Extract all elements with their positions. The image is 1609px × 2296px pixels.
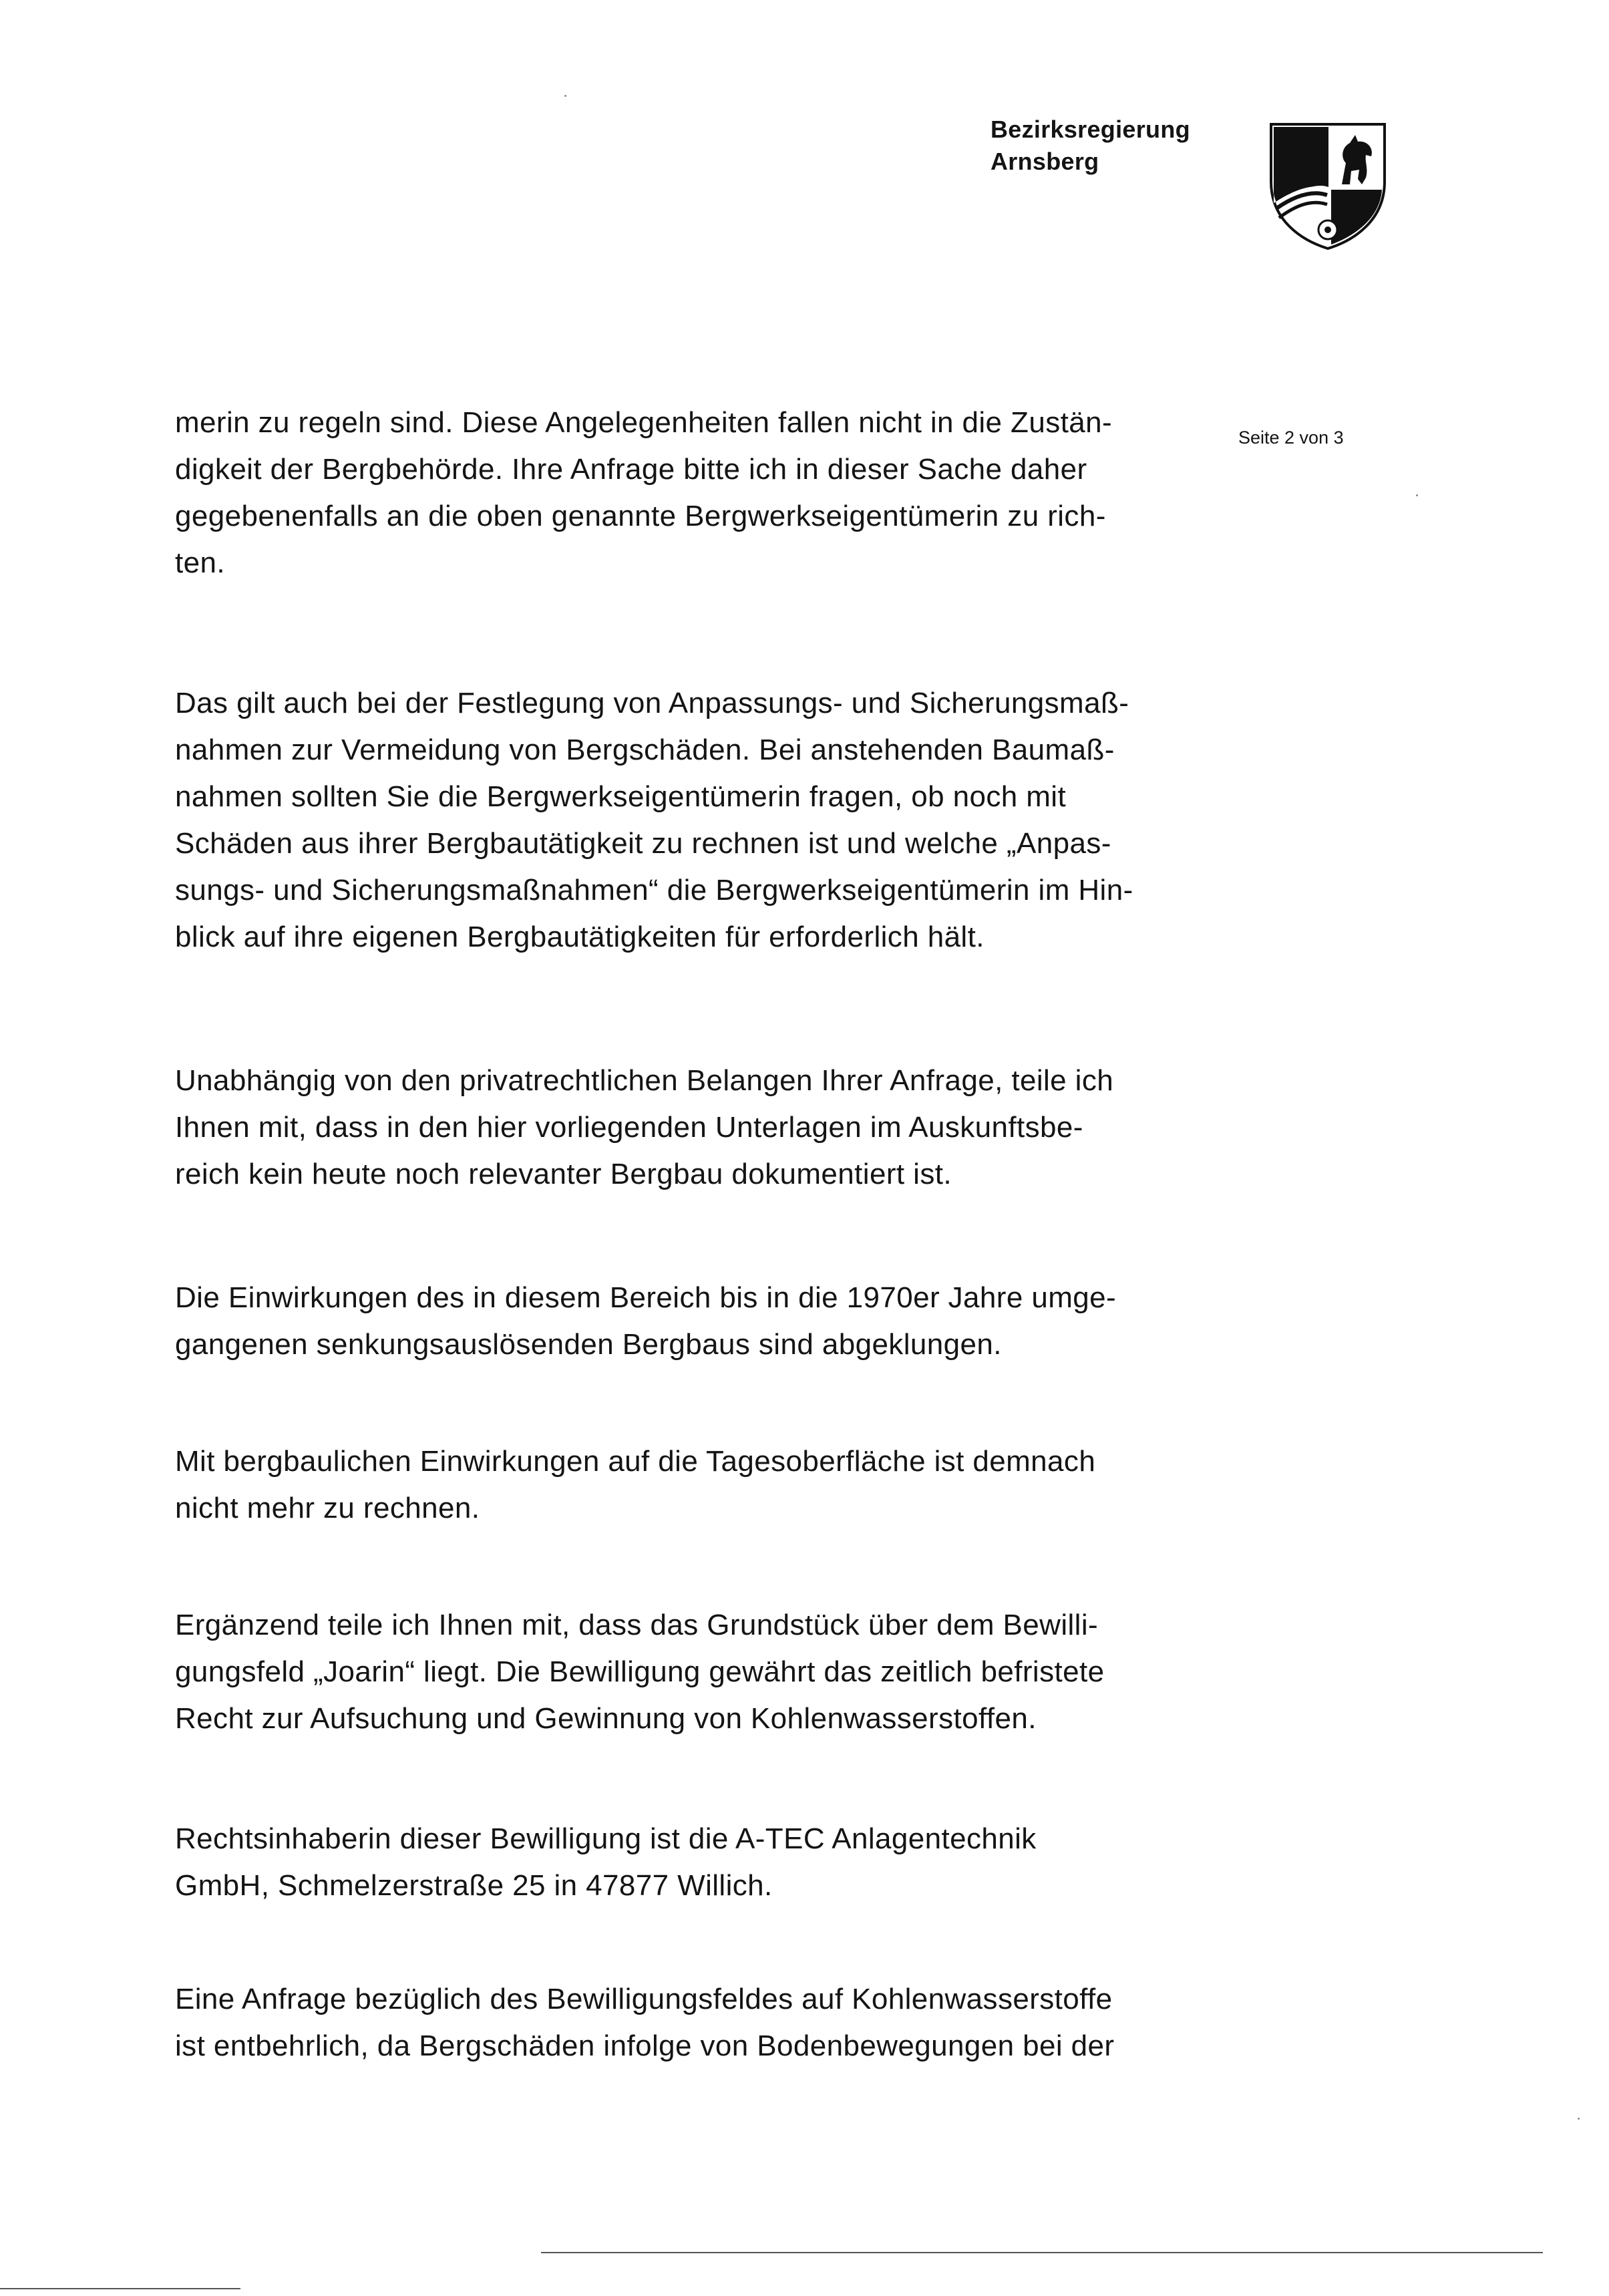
scan-speck [1416, 494, 1418, 496]
text-line: Recht zur Aufsuchung und Gewinnung von Kohlenwasserstoffen. [175, 1702, 1037, 1735]
org-name: Bezirksregierung [991, 116, 1190, 143]
text-line: nahmen zur Vermeidung von Bergschäden. Bei anstehenden Baumaß- [175, 733, 1115, 766]
text-line: ist entbehrlich, da Bergschäden infolge von Bodenbewegungen bei der [175, 2029, 1115, 2062]
org-location: Arnsberg [991, 148, 1099, 175]
paragraph-6 [175, 1602, 1217, 1742]
text-line: merin zu regeln sind. Diese Angelegenheiten fallen nicht in die Zustän- [175, 406, 1113, 439]
text-line: Die Einwirkungen des in diesem Bereich bis in die 1970er Jahre umge- [175, 1281, 1117, 1314]
text-line: ten. [175, 546, 225, 579]
paragraph-1 [175, 399, 1217, 587]
text-line: Eine Anfrage bezüglich des Bewilligungsfeldes auf Kohlenwasserstoffe [175, 1983, 1113, 2015]
paragraph-5 [175, 1438, 1217, 1532]
text-line: nahmen sollten Sie die Bergwerkseigentümerin fragen, ob noch mit [175, 780, 1067, 813]
text-line: nicht mehr zu rechnen. [175, 1492, 480, 1524]
paragraph-4 [175, 1275, 1217, 1368]
nrw-coat-of-arms-icon [1267, 120, 1389, 251]
footer-rule [0, 2288, 240, 2289]
text-line: sungs- und Sicherungsmaßnahmen“ die Bergwerkseigentümerin im Hin- [175, 874, 1133, 907]
text-line: reich kein heute noch relevanter Bergbau dokumentiert ist. [175, 1158, 952, 1190]
text-line: Mit bergbaulichen Einwirkungen auf die Tagesoberfläche ist demnach [175, 1445, 1096, 1478]
text-line: gungsfeld „Joarin“ liegt. Die Bewilligung gewährt das zeitlich befristete [175, 1655, 1105, 1688]
paragraph-3 [175, 1057, 1217, 1198]
text-line: GmbH, Schmelzerstraße 25 in 47877 Willich. [175, 1869, 773, 1902]
text-line: Das gilt auch bei der Festlegung von Anpassungs- und Sicherungsmaß- [175, 687, 1129, 719]
footer-rule [541, 2252, 1543, 2253]
text-line: Rechtsinhaberin dieser Bewilligung ist die A-TEC Anlagentechnik [175, 1822, 1037, 1855]
paragraph-8 [175, 1976, 1217, 2070]
text-line: Ergänzend teile ich Ihnen mit, dass das Grundstück über dem Bewilli- [175, 1609, 1099, 1641]
text-line: gangenen senkungsauslösenden Bergbaus sind abgeklungen. [175, 1328, 1002, 1361]
text-line: gegebenenfalls an die oben genannte Bergwerkseigentümerin zu rich- [175, 500, 1106, 532]
paragraph-7 [175, 1816, 1217, 1909]
letterhead [991, 114, 1190, 178]
scan-speck [564, 95, 566, 97]
page-number: Seite 2 von 3 [1238, 428, 1344, 448]
scan-speck [1578, 2118, 1580, 2120]
text-line: blick auf ihre eigenen Bergbautätigkeiten für erforderlich hält. [175, 921, 985, 953]
text-line: Unabhängig von den privatrechtlichen Belangen Ihrer Anfrage, teile ich [175, 1064, 1114, 1097]
paragraph-2 [175, 680, 1217, 961]
text-line: digkeit der Bergbehörde. Ihre Anfrage bitte ich in dieser Sache daher [175, 453, 1087, 486]
text-line: Ihnen mit, dass in den hier vorliegenden Unterlagen im Auskunftsbe- [175, 1111, 1083, 1144]
text-line: Schäden aus ihrer Bergbautätigkeit zu rechnen ist und welche „Anpas- [175, 827, 1111, 860]
